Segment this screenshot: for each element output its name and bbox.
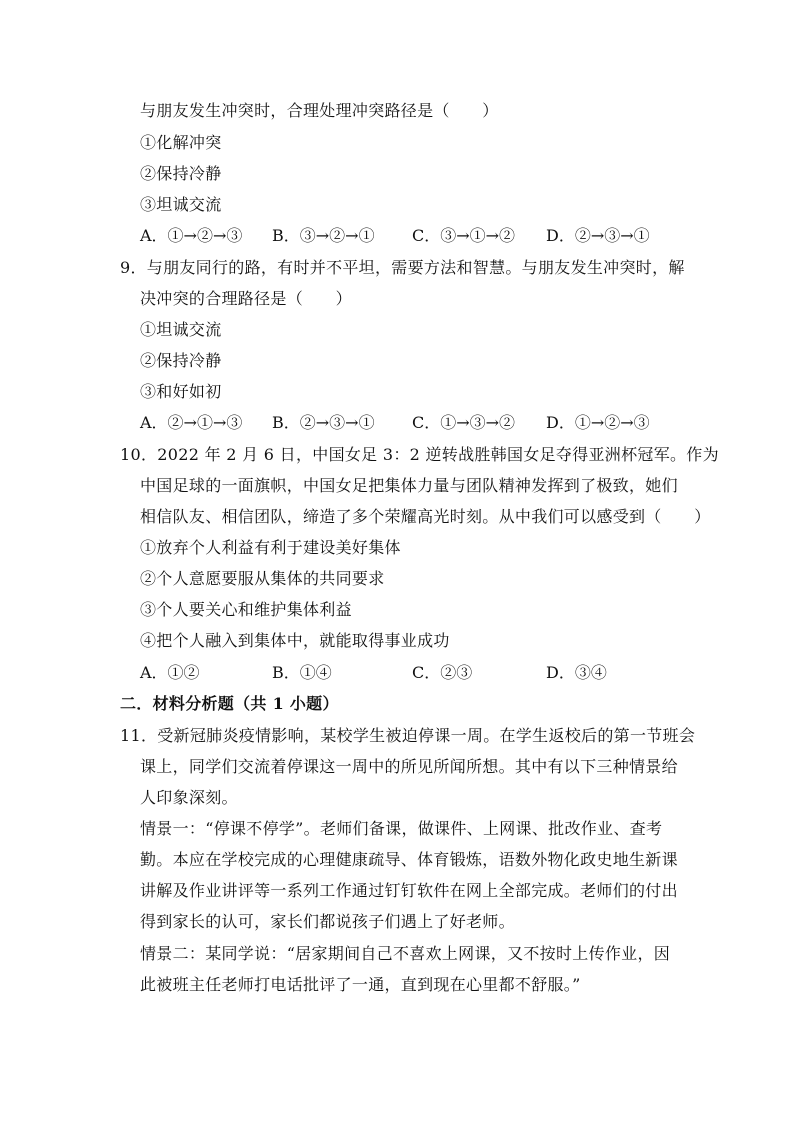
q11-scene2-line-1: 情景二：某同学说：“居家期间自己不喜欢上网课，又不按时上传作业，因 [140, 944, 671, 963]
q10-option-a: A．①② [140, 663, 200, 682]
q11-scene1-line-4: 得到家长的认可，家长们都说孩子们遇上了好老师。 [140, 912, 515, 931]
q10-option-c: C．②③ [412, 663, 473, 682]
q8-option-b: B．③→②→① [272, 226, 375, 245]
section-heading: 二．材料分析题（共 1 小题） [120, 694, 339, 713]
q11-line-2: 课上，同学们交流着停课这一周中的所见所闻所想。其中有以下三种情景给 [140, 757, 678, 776]
q8-option-d: D．②→③→① [546, 226, 650, 245]
q11-scene1-line-2: 勤。本应在学校完成的心理健康疏导、体育锻炼，语数外物化政史地生新课 [140, 850, 678, 869]
q11-line-3: 人印象深刻。 [140, 788, 238, 807]
q8-option-c: C．③→①→② [412, 226, 516, 245]
q8-stem: 与朋友发生冲突时，合理处理冲突路径是（ ） [140, 101, 499, 120]
q8-item-2: ②保持冷静 [140, 164, 222, 183]
q10-item-3: ③个人要关心和维护集体利益 [140, 600, 352, 619]
q10-stem-line-1: 10．2022 年 2 月 6 日，中国女足 3：2 逆转战胜韩国女足夺得亚洲杯冠军。作为 [120, 445, 719, 464]
q8-option-a: A．①→②→③ [140, 226, 243, 245]
q9-stem-line-1: 9．与朋友同行的路，有时并不平坦，需要方法和智慧。与朋友发生冲突时，解 [120, 258, 685, 277]
q11-scene1-line-3: 讲解及作业讲评等一系列工作通过钉钉软件在网上全部完成。老师们的付出 [140, 881, 678, 900]
q10-stem-line-2: 中国足球的一面旗帜，中国女足把集体力量与团队精神发挥到了极致，她们 [140, 476, 678, 495]
q8-item-1: ①化解冲突 [140, 133, 222, 152]
q9-item-1: ①坦诚交流 [140, 320, 222, 339]
q9-option-d: D．①→②→③ [546, 413, 650, 432]
q8-item-3: ③坦诚交流 [140, 195, 222, 214]
q11-line-1: 11．受新冠肺炎疫情影响，某校学生被迫停课一周。在学生返校后的第一节班会 [120, 726, 696, 745]
q10-stem-line-3: 相信队友、相信团队，缔造了多个荣耀高光时刻。从中我们可以感受到（ ） [140, 507, 711, 526]
q10-item-4: ④把个人融入到集体中，就能取得事业成功 [140, 631, 450, 650]
q9-option-c: C．①→③→② [412, 413, 516, 432]
q11-scene1-line-1: 情景一：“停课不停学”。老师们备课，做课件、上网课、批改作业、查考 [140, 819, 663, 838]
q9-stem-line-2: 决冲突的合理路径是（ ） [140, 289, 352, 308]
q10-item-1: ①放弃个人利益有利于建设美好集体 [140, 538, 401, 557]
q9-option-a: A．②→①→③ [140, 413, 243, 432]
q9-option-b: B．②→③→① [272, 413, 375, 432]
q10-item-2: ②个人意愿要服从集体的共同要求 [140, 569, 385, 588]
q11-scene2-line-2: 此被班主任老师打电话批评了一通，直到现在心里都不舒服。” [140, 975, 581, 994]
q9-item-3: ③和好如初 [140, 382, 222, 401]
q9-item-2: ②保持冷静 [140, 351, 222, 370]
q10-option-d: D．③④ [546, 663, 607, 682]
q10-option-b: B．①④ [272, 663, 332, 682]
